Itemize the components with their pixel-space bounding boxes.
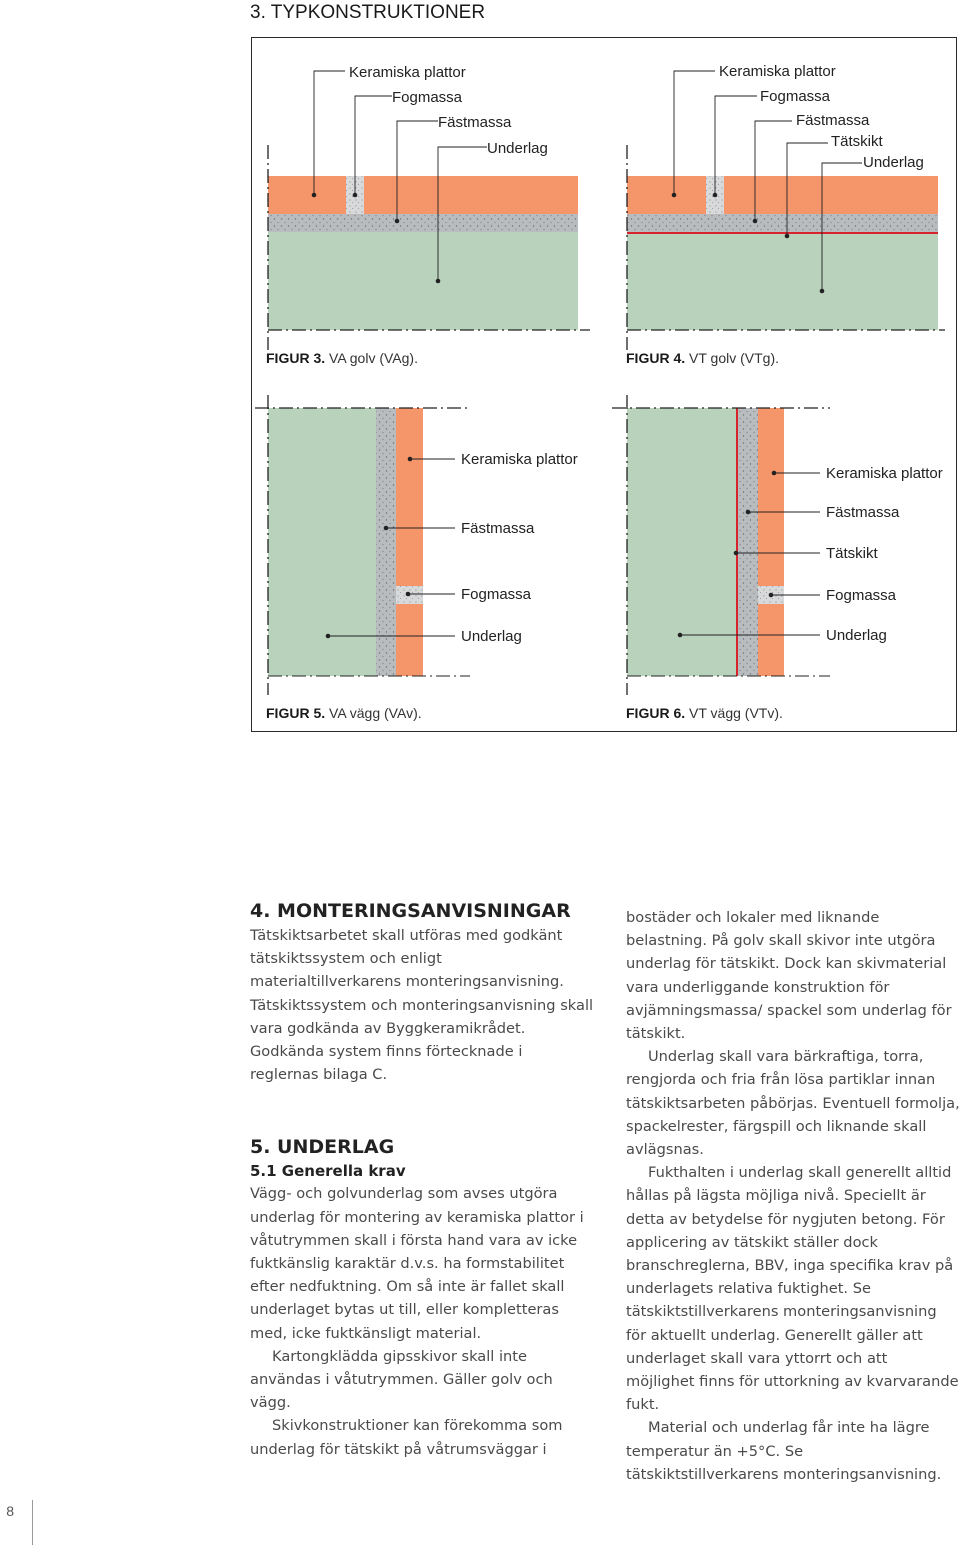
figure-caption: FIGUR 6. VT vägg (VTv). bbox=[626, 705, 783, 721]
figure-caption: FIGUR 5. VA vägg (VAv). bbox=[266, 705, 422, 721]
figure-5 bbox=[255, 395, 578, 721]
label: Tätskikt bbox=[826, 545, 878, 562]
tile bbox=[268, 176, 346, 214]
construction-figures bbox=[0, 0, 960, 740]
tile bbox=[627, 176, 706, 214]
paragraph: Tätskiktsarbetet skall utföras med godkänt tätskiktssystem och enligt materialtillverkarens monteringsanvisning. Tätskiktssystem och monteringsanvisning skall vara godkända av Byggkeramikrådet. Godkända system finns förtecknade i reglernas bilaga C. bbox=[250, 927, 594, 1084]
tile bbox=[724, 176, 938, 214]
page-number: 8 bbox=[6, 1503, 14, 1519]
page-divider bbox=[32, 1500, 33, 1545]
label: Fästmassa bbox=[438, 114, 512, 131]
substrate-layer bbox=[627, 234, 938, 330]
label: Fogmassa bbox=[392, 89, 463, 106]
label: Underlag bbox=[863, 154, 924, 171]
label: Fogmassa bbox=[461, 586, 532, 603]
right-column bbox=[626, 906, 960, 1486]
left-column bbox=[250, 898, 595, 1461]
label: Fästmassa bbox=[461, 520, 535, 537]
label: Fogmassa bbox=[760, 88, 831, 105]
adhesive-layer bbox=[738, 408, 758, 676]
label: Underlag bbox=[826, 627, 887, 644]
tile bbox=[758, 408, 784, 586]
adhesive-layer bbox=[627, 214, 938, 233]
section-4-heading: 4. MONTERINGSANVISNINGAR bbox=[250, 900, 571, 922]
tile bbox=[396, 408, 423, 586]
label: Keramiska plattor bbox=[349, 64, 466, 81]
paragraph: Kartongklädda gipsskivor skall inte användas i våtutrymmen. Gäller golv och vägg. bbox=[250, 1347, 553, 1412]
label: Fogmassa bbox=[826, 587, 897, 604]
label: Fästmassa bbox=[826, 504, 900, 521]
label: Keramiska plattor bbox=[826, 465, 943, 482]
label: Fästmassa bbox=[796, 112, 870, 129]
tile bbox=[758, 604, 784, 676]
paragraph: bostäder och lokaler med liknande belastning. På golv skall skivor inte utgöra underlag för tätskikt. Dock kan skivmaterial vara underliggande konstruktion för avjämningsmassa/ spackel som underlag för tätskikt. bbox=[626, 909, 952, 1043]
label: Underlag bbox=[487, 140, 548, 157]
section-5-1-heading: 5.1 Generella krav bbox=[250, 1162, 406, 1181]
figure-3 bbox=[266, 64, 590, 366]
label: Underlag bbox=[461, 628, 522, 645]
section-5-heading: 5. UNDERLAG bbox=[250, 1136, 395, 1159]
label: Keramiska plattor bbox=[719, 63, 836, 80]
tile bbox=[396, 604, 423, 676]
adhesive-layer bbox=[268, 214, 578, 232]
section-title: 3. TYPKONSTRUKTIONER bbox=[250, 2, 486, 23]
paragraph: Skivkonstruktioner kan förekomma som underlag för tätskikt på våtrumsväggar i bbox=[250, 1417, 563, 1458]
substrate-layer bbox=[268, 232, 578, 330]
figure-4 bbox=[626, 63, 945, 366]
paragraph: Material och underlag får inte ha lägre temperatur än +5°C. Se tätskiktstillverkarens monteringsanvisning. bbox=[626, 1419, 942, 1483]
paragraph: Underlag skall vara bärkraftiga, torra, rengjorda och fria från lösa partiklar innan tätskiktsarbeten påbörjas. Eventuell formolja, spackelrester, färgspill och liknande skall avlägsnas. bbox=[626, 1048, 960, 1159]
paragraph: Fukthalten i underlag skall generellt alltid hållas på lägsta möjliga nivå. Speciellt är detta av betydelse för nygjuten betong. För applicering av tätskikt ställer dock branschreglerna, BBV, inga specifika krav på underlagets relativa fuktighet. Se tätskiktstillverkarens monteringsanvisning för aktuellt underlag. Generellt gäller att underlaget skall vara yttorrt och att möjlighet finns för uttorkning av kvarvarande fukt. bbox=[626, 1164, 959, 1414]
figure-6 bbox=[612, 395, 943, 721]
label: Tätskikt bbox=[831, 133, 883, 150]
figure-caption: FIGUR 3. VA golv (VAg). bbox=[266, 350, 418, 366]
figure-caption: FIGUR 4. VT golv (VTg). bbox=[626, 350, 780, 366]
label: Keramiska plattor bbox=[461, 451, 578, 468]
tile bbox=[364, 176, 578, 214]
paragraph: Vägg- och golvunderlag som avses utgöra underlag för montering av keramiska plattor i våtutrymmen skall i första hand vara av icke fuktkänslig karaktär d.v.s. ha formstabilitet efter nedfuktning. Om så inte är fallet skall underlaget bytas ut till, eller kompletteras med, icke fuktkänsligt material. bbox=[250, 1185, 584, 1342]
